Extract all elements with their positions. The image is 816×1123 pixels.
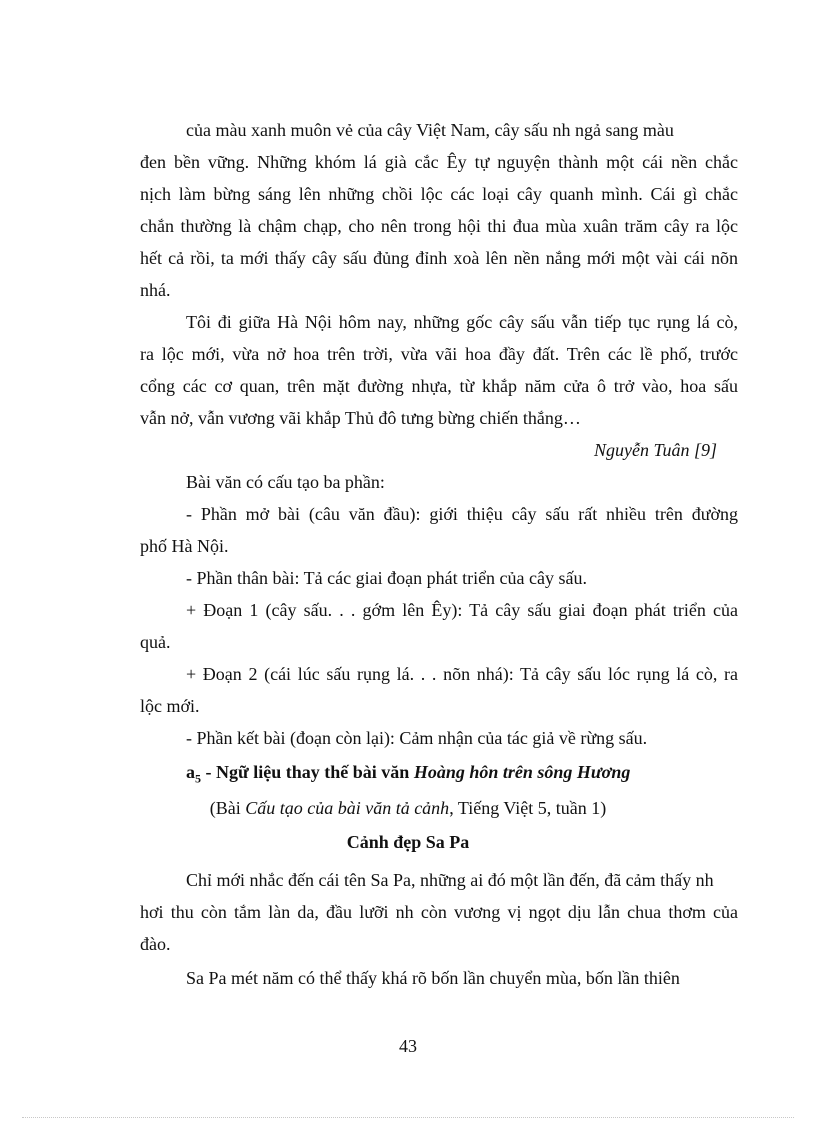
reference-title: Cấu tạo của bài văn tả cảnh [245, 798, 450, 818]
footer-divider [22, 1117, 794, 1118]
section-reference [0, 796, 816, 820]
paragraph1-line2: đen bền vững. Những khóm lá già cắc Êy tự nguyện thành một cái nền chắc [140, 152, 738, 172]
analysis-part1-line2: phố Hà Nội. [140, 536, 229, 556]
paragraph2-line4: vẫn nở, vẫn vương vãi khắp Thủ đô tưng bừng chiến thắng… [140, 408, 581, 428]
section-label-subscript: 5 [195, 771, 201, 786]
paragraph2-line3: cổng các cơ quan, trên mặt đường nhựa, từ khắp năm cửa ô trở vào, hoa sấu [140, 376, 738, 396]
sapa-line4: Sa Pa mét năm có thể thấy khá rõ bốn lần chuyển mùa, bốn lần thiên [186, 968, 680, 988]
analysis-part3: - Phần kết bài (đoạn còn lại): Cảm nhận của tác giả về rừng sấu. [186, 728, 648, 748]
author-attribution: Nguyễn Tuân [9] [594, 440, 718, 460]
analysis-seg2-line2: lộc mới. [140, 696, 200, 716]
paragraph1-line4: chắn thường là chậm chạp, cho nên trong hội thi đua mùa xuân trăm cây ra lộc [140, 216, 738, 236]
analysis-seg2-line1: + Đoạn 2 (cái lúc sấu rụng lá. . . nõn nhá): Tả cây sấu lóc rụng lá cò, ra [186, 664, 738, 684]
section-heading [186, 760, 630, 791]
sapa-line3: đào. [140, 934, 171, 954]
sapa-line2: hơi thu còn tắm làn da, đầu lưỡi nh còn vương vị ngọt dịu lẫn chua thơm của [140, 902, 738, 922]
section-heading-title: Hoàng hôn trên sông Hương [413, 762, 631, 782]
analysis-part1-line1: - Phần mở bài (câu văn đầu): giới thiệu cây sấu rất nhiều trên đường [186, 504, 738, 524]
section-label: a [186, 762, 195, 782]
sapa-line1: Chỉ mới nhắc đến cái tên Sa Pa, những ai đó một lần đến, đã cảm thấy nh [186, 870, 714, 890]
paragraph1-line3: nịch làm bừng sáng lên những chồi lộc các loại cây quanh mình. Cái gì chắc [140, 184, 738, 204]
reference-open: (Bài [209, 798, 246, 818]
reference-close: , Tiếng Việt 5, tuần 1) [449, 798, 607, 818]
analysis-seg1-line1: + Đoạn 1 (cây sấu. . . gớm lên Êy): Tả cây sấu giai đoạn phát triển của [186, 600, 738, 620]
paragraph2-line1: Tôi đi giữa Hà Nội hôm nay, những gốc cây sấu vẫn tiếp tục rụng lá cò, [186, 312, 738, 332]
section-title: Cảnh đẹp Sa Pa [346, 832, 470, 852]
paragraph1-line6: nhá. [140, 280, 171, 300]
analysis-part2: - Phần thân bài: Tả các giai đoạn phát triển của cây sấu. [186, 568, 588, 588]
paragraph1-line5: hết cả rồi, ta mới thấy cây sấu đủng đỉnh xoà lên nền nắng mới một vài cái nõn [140, 248, 738, 268]
analysis-intro: Bài văn có cấu tạo ba phần: [186, 472, 385, 492]
page-number: 43 [399, 1036, 417, 1056]
analysis-seg1-line2: quả. [140, 632, 171, 652]
paragraph2-line2: ra lộc mới, vừa nở hoa trên trời, vừa vãi hoa đầy đất. Trên các lề phố, trước [140, 344, 738, 364]
paragraph1-line1: của màu xanh muôn vẻ của cây Việt Nam, cây sấu nh ngả sang màu [186, 120, 674, 140]
section-heading-prefix: - Ngữ liệu thay thế bài văn [201, 762, 414, 782]
